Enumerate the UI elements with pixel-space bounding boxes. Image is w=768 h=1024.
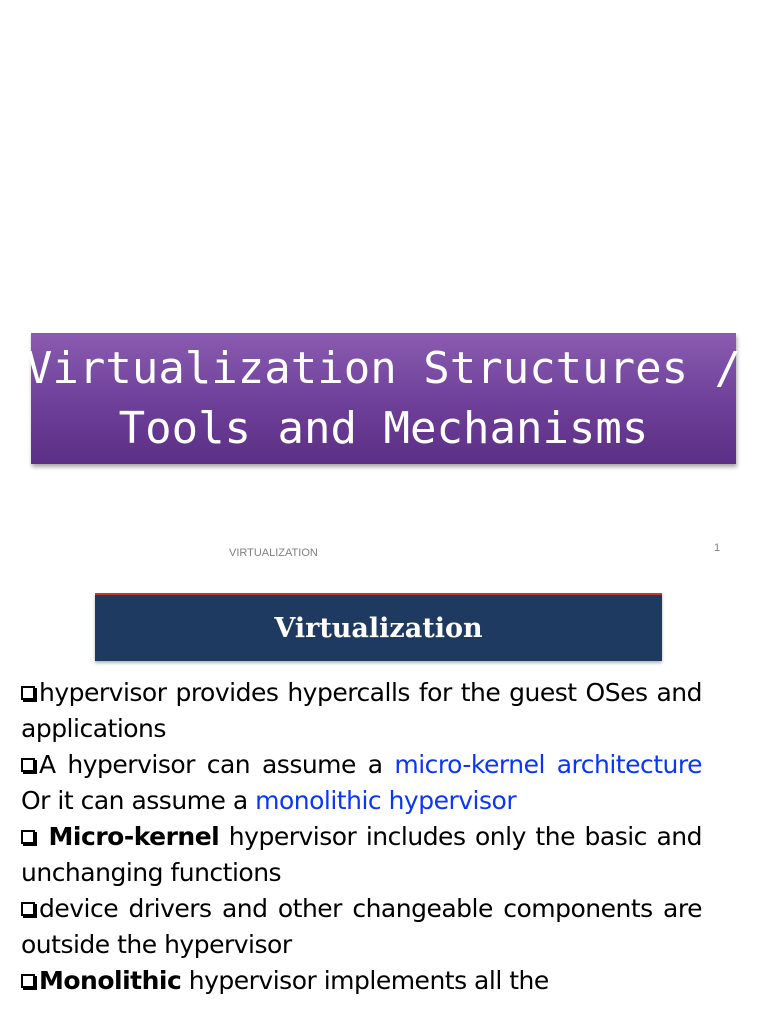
slide-title-line-1: Virtualization Structures / (25, 342, 742, 394)
section-header (95, 593, 662, 661)
keyword-monolithic-hypervisor: monolithic hypervisor (255, 786, 517, 815)
checkbox-bullet-icon (21, 758, 35, 772)
checkbox-bullet-icon (21, 830, 35, 844)
bullet-list (21, 675, 702, 999)
checkbox-bullet-icon (21, 686, 35, 700)
bullet-text: hypervisor provides hypercalls for the guest OSes and applications (21, 678, 702, 743)
list-item (21, 819, 702, 891)
bold-term-monolithic: Monolithic (39, 966, 182, 995)
page-number: 1 (714, 542, 721, 554)
slide-footer: VIRTUALIZATION (229, 547, 318, 559)
bullet-text: Or it can assume a (21, 786, 256, 815)
list-item (21, 891, 702, 963)
list-item (21, 675, 702, 747)
list-item (21, 747, 702, 819)
bullet-text: A hypervisor can assume a (39, 750, 395, 779)
list-item (21, 963, 702, 999)
checkbox-bullet-icon (21, 974, 35, 988)
bullet-text: hypervisor includes only the basic and unchanging functions (21, 822, 702, 887)
section-title: Virtualization (274, 612, 483, 644)
bullet-text: device drivers and other changeable components are outside the hypervisor (21, 894, 702, 959)
slide-title-line-2: Tools and Mechanisms (118, 402, 649, 454)
slide-title-banner (25, 333, 742, 464)
keyword-micro-kernel-architecture: micro-kernel architecture (394, 750, 702, 779)
checkbox-bullet-icon (21, 902, 35, 916)
bold-term-micro-kernel: Micro-kernel (48, 822, 220, 851)
bullet-text: hypervisor implements all the (181, 966, 549, 995)
